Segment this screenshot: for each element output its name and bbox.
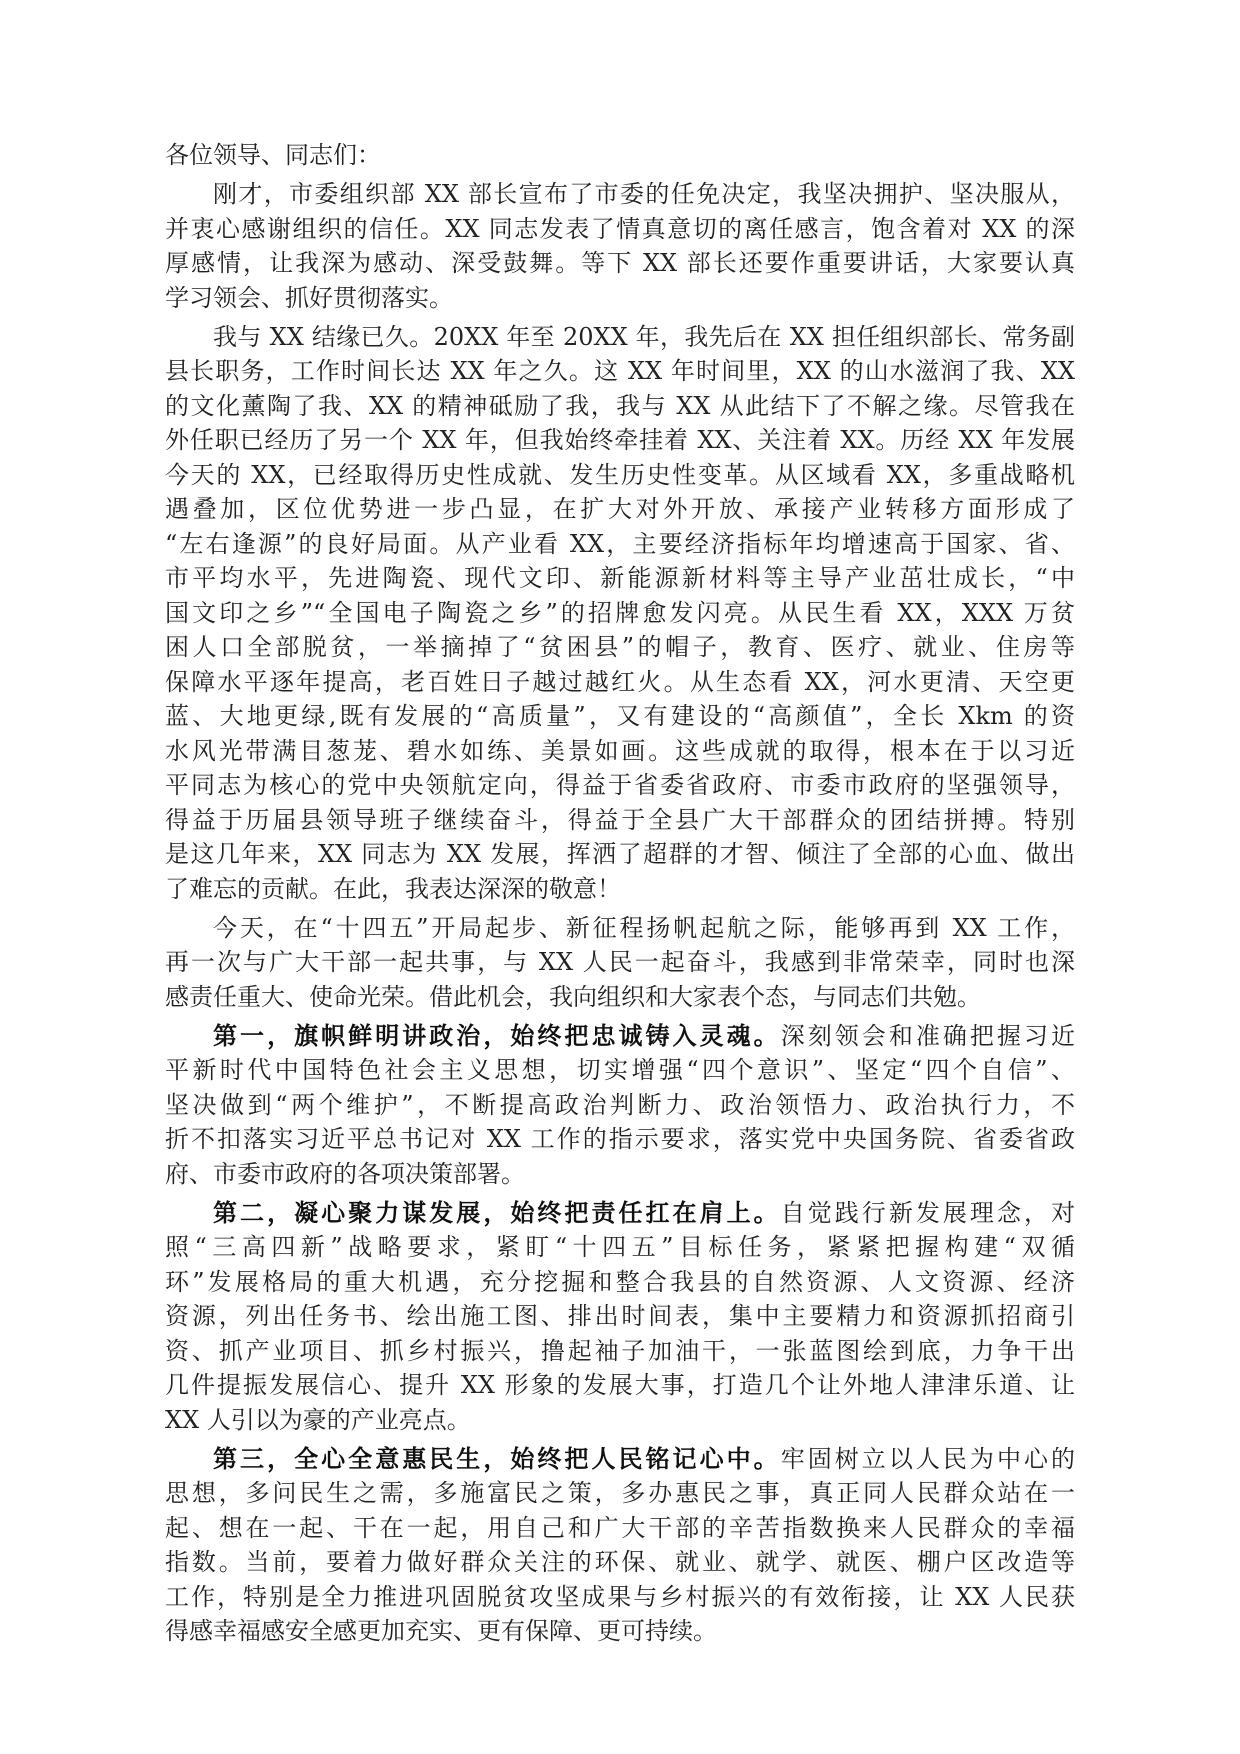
text-line bbox=[165, 1230, 1075, 1265]
text-line bbox=[165, 320, 1075, 355]
line-text: 环”发展格局的重大机遇，充分挖掘和整合我县的自然资源、人文资源、经济 bbox=[165, 1267, 1075, 1296]
text-line bbox=[165, 1019, 1075, 1054]
text-line bbox=[165, 212, 1075, 247]
line-text: 平新时代中国特色社会主义思想，切实增强“四个意识”、坚定“四个自信”、 bbox=[165, 1056, 1075, 1084]
line-text: 资、抓产业项目、抓乡村振兴，撸起袖子加油干，一张蓝图绘到底，力争干出 bbox=[165, 1336, 1075, 1365]
salutation bbox=[165, 138, 1075, 173]
text-line bbox=[165, 837, 1075, 872]
line-text: 国文印之乡”“全国电子陶瓷之乡”的招牌愈发闪亮。从民生看 XX，XXX 万贫 bbox=[165, 598, 1075, 627]
line-text: 平同志为核心的党中央领航定向，得益于省委省政府、市委市政府的坚强领导， bbox=[165, 771, 1075, 799]
text-line bbox=[165, 596, 1075, 631]
document-body bbox=[165, 138, 1075, 1653]
text-line bbox=[165, 1580, 1075, 1615]
text-line bbox=[165, 492, 1075, 527]
paragraph bbox=[165, 320, 1075, 907]
line-text: 厚感情，让我深为感动、深受鼓舞。等下 XX 部长还要作重要讲话，大家要认真 bbox=[165, 249, 1075, 277]
line-text: 感责任重大、使命光荣。借此机会，我向组织和大家表个态，与同志们共勉。 bbox=[165, 982, 981, 1011]
line-text: 学习领会、抓好贯彻落实。 bbox=[165, 283, 453, 312]
text-line bbox=[165, 423, 1075, 458]
paragraph bbox=[165, 1196, 1075, 1438]
line-text: 自觉践行新发展理念，对 bbox=[780, 1198, 1076, 1227]
line-text: 是这几年来，XX 同志为 XX 发展，挥洒了超群的才智、倾注了全部的心血、做出 bbox=[165, 840, 1075, 868]
line-text: 折不扣落实习近平总书记对 XX 工作的指示要求，落实党中央国务院、省委省政 bbox=[165, 1125, 1075, 1153]
paragraph bbox=[165, 1442, 1075, 1649]
line-text: “左右逢源”的良好局面。从产业看 XX，主要经济指标年均增速高于国家、省、 bbox=[165, 529, 1075, 558]
line-text: 得感幸福感安全感更加充实、更有保障、更可持续。 bbox=[165, 1617, 717, 1645]
line-text: 水风光带满目葱茏、碧水如练、美景如画。这些成就的取得，根本在于以习近 bbox=[165, 736, 1075, 765]
line-text: 遇叠加，区位优势进一步凸显，在扩大对外开放、承接产业转移方面形成了 bbox=[165, 495, 1075, 523]
line-text: 困人口全部脱贫，一举摘掉了“贫困县”的帽子，教育、医疗、就业、住房等 bbox=[165, 633, 1075, 661]
text-line bbox=[165, 945, 1075, 980]
line-text: 的文化薰陶了我、XX 的精神砥励了我，我与 XX 从此结下了不解之缘。尽管我在 bbox=[165, 391, 1075, 420]
text-line bbox=[165, 1334, 1075, 1369]
line-text: 市平均水平，先进陶瓷、现代文印、新能源新材料等主导产业茁壮成长，“中 bbox=[165, 564, 1075, 592]
line-text: XX 人引以为豪的产业亮点。 bbox=[165, 1405, 471, 1434]
line-text: 照“三高四新”战略要求，紧盯“十四五”目标任务，紧紧把握构建“双循 bbox=[165, 1233, 1075, 1261]
text-line bbox=[165, 281, 1075, 316]
text-line bbox=[165, 527, 1075, 562]
line-text: 今天的 XX，已经取得历史性成就、发生历史性变革。从区域看 XX，多重战略机 bbox=[165, 460, 1075, 489]
text-line bbox=[165, 1614, 1075, 1649]
line-text: 蓝、大地更绿,既有发展的“高质量”，又有建设的“高颜值”，全长 Xkm 的资 bbox=[165, 702, 1075, 730]
line-text: 得益于历届县领导班子继续奋斗，得益于全县广大干部群众的团结拼搏。特别 bbox=[165, 805, 1075, 834]
text-line bbox=[165, 872, 1075, 907]
line-text: 再一次与广大干部一起共事，与 XX 人民一起奋斗，我感到非常荣幸，同时也深 bbox=[165, 948, 1075, 976]
text-line bbox=[165, 1157, 1075, 1192]
paragraph bbox=[165, 177, 1075, 315]
line-text: 府、市委市政府的各项决策部署。 bbox=[165, 1159, 525, 1188]
text-line bbox=[165, 1088, 1075, 1123]
line-text: 了难忘的贡献。在此，我表达深深的敬意！ bbox=[165, 874, 621, 903]
text-line bbox=[165, 1265, 1075, 1300]
text-line bbox=[165, 1403, 1075, 1438]
text-line bbox=[165, 1122, 1075, 1157]
text-line bbox=[165, 354, 1075, 389]
text-line bbox=[165, 458, 1075, 493]
text-line bbox=[165, 768, 1075, 803]
text-line bbox=[165, 138, 1075, 173]
line-text: 保障水平逐年提高，老百姓日子越过越红火。从生态看 XX，河水更清、天空更 bbox=[165, 667, 1075, 696]
paragraph bbox=[165, 911, 1075, 1015]
text-line bbox=[165, 630, 1075, 665]
line-text: 县长职务，工作时间长达 XX 年之久。这 XX 年时间里，XX 的山水滋润了我、XX bbox=[165, 357, 1075, 385]
text-line bbox=[165, 177, 1075, 212]
text-line bbox=[165, 1442, 1075, 1477]
line-text: 刚才，市委组织部 XX 部长宣布了市委的任免决定，我坚决拥护、坚决服从， bbox=[213, 180, 1075, 208]
line-text: 思想，多问民生之需，多施富民之策，多办惠民之事，真正同人民群众站在一 bbox=[165, 1479, 1075, 1507]
paragraph-heading: 第一，旗帜鲜明讲政治，始终把忠诚铸入灵魂。 bbox=[213, 1020, 781, 1050]
line-text: 资源，列出任务书、绘出施工图、排出时间表，集中主要精力和资源抓招商引 bbox=[165, 1302, 1075, 1330]
paragraph-heading: 第三，全心全意惠民生，始终把人民铭记心中。 bbox=[213, 1443, 781, 1473]
text-line bbox=[165, 1196, 1075, 1231]
text-line bbox=[165, 911, 1075, 946]
text-line bbox=[165, 389, 1075, 424]
line-text: 坚决做到“两个维护”，不断提高政治判断力、政治领悟力、政治执行力，不 bbox=[165, 1090, 1075, 1119]
line-text: 几件提振发展信心、提升 XX 形象的发展大事，打造几个让外地人津津乐道、让 bbox=[165, 1371, 1075, 1399]
line-text: 我与 XX 结缘已久。20XX 年至 20XX 年，我先后在 XX 担任组织部长、常务副 bbox=[213, 322, 1075, 351]
text-line bbox=[165, 980, 1075, 1015]
text-line bbox=[165, 561, 1075, 596]
line-text: 工作，特别是全力推进巩固脱贫攻坚成果与乡村振兴的有效衔接，让 XX 人民获 bbox=[165, 1582, 1075, 1611]
text-line bbox=[165, 1545, 1075, 1580]
text-line bbox=[165, 734, 1075, 769]
line-text: 各位领导、同志们： bbox=[165, 141, 381, 169]
text-line bbox=[165, 1511, 1075, 1546]
text-line bbox=[165, 699, 1075, 734]
line-text: 外任职已经历了另一个 XX 年，但我始终牵挂着 XX、关注着 XX。历经 XX 年发展 bbox=[165, 426, 1075, 454]
text-line bbox=[165, 1476, 1075, 1511]
text-line bbox=[165, 803, 1075, 838]
text-line bbox=[165, 665, 1075, 700]
line-text: 指数。当前，要着力做好群众关注的环保、就业、就学、就医、棚户区改造等 bbox=[165, 1548, 1075, 1576]
line-text: 起、想在一起、干在一起，用自己和广大干部的辛苦指数换来人民群众的幸福 bbox=[165, 1513, 1075, 1542]
line-text: 今天，在“十四五”开局起步、新征程扬帆起航之际，能够再到 XX 工作， bbox=[213, 913, 1075, 942]
line-text: 并衷心感谢组织的信任。XX 同志发表了情真意切的离任感言，饱含着对 XX 的深 bbox=[165, 214, 1075, 243]
text-line bbox=[165, 246, 1075, 281]
paragraph-heading: 第二，凝心聚力谋发展，始终把责任扛在肩上。 bbox=[213, 1197, 781, 1227]
paragraph bbox=[165, 1019, 1075, 1192]
line-text: 牢固树立以人民为中心的 bbox=[780, 1444, 1076, 1473]
text-line bbox=[165, 1368, 1075, 1403]
text-line bbox=[165, 1053, 1075, 1088]
line-text: 深刻领会和准确把握习近 bbox=[780, 1021, 1076, 1050]
text-line bbox=[165, 1299, 1075, 1334]
